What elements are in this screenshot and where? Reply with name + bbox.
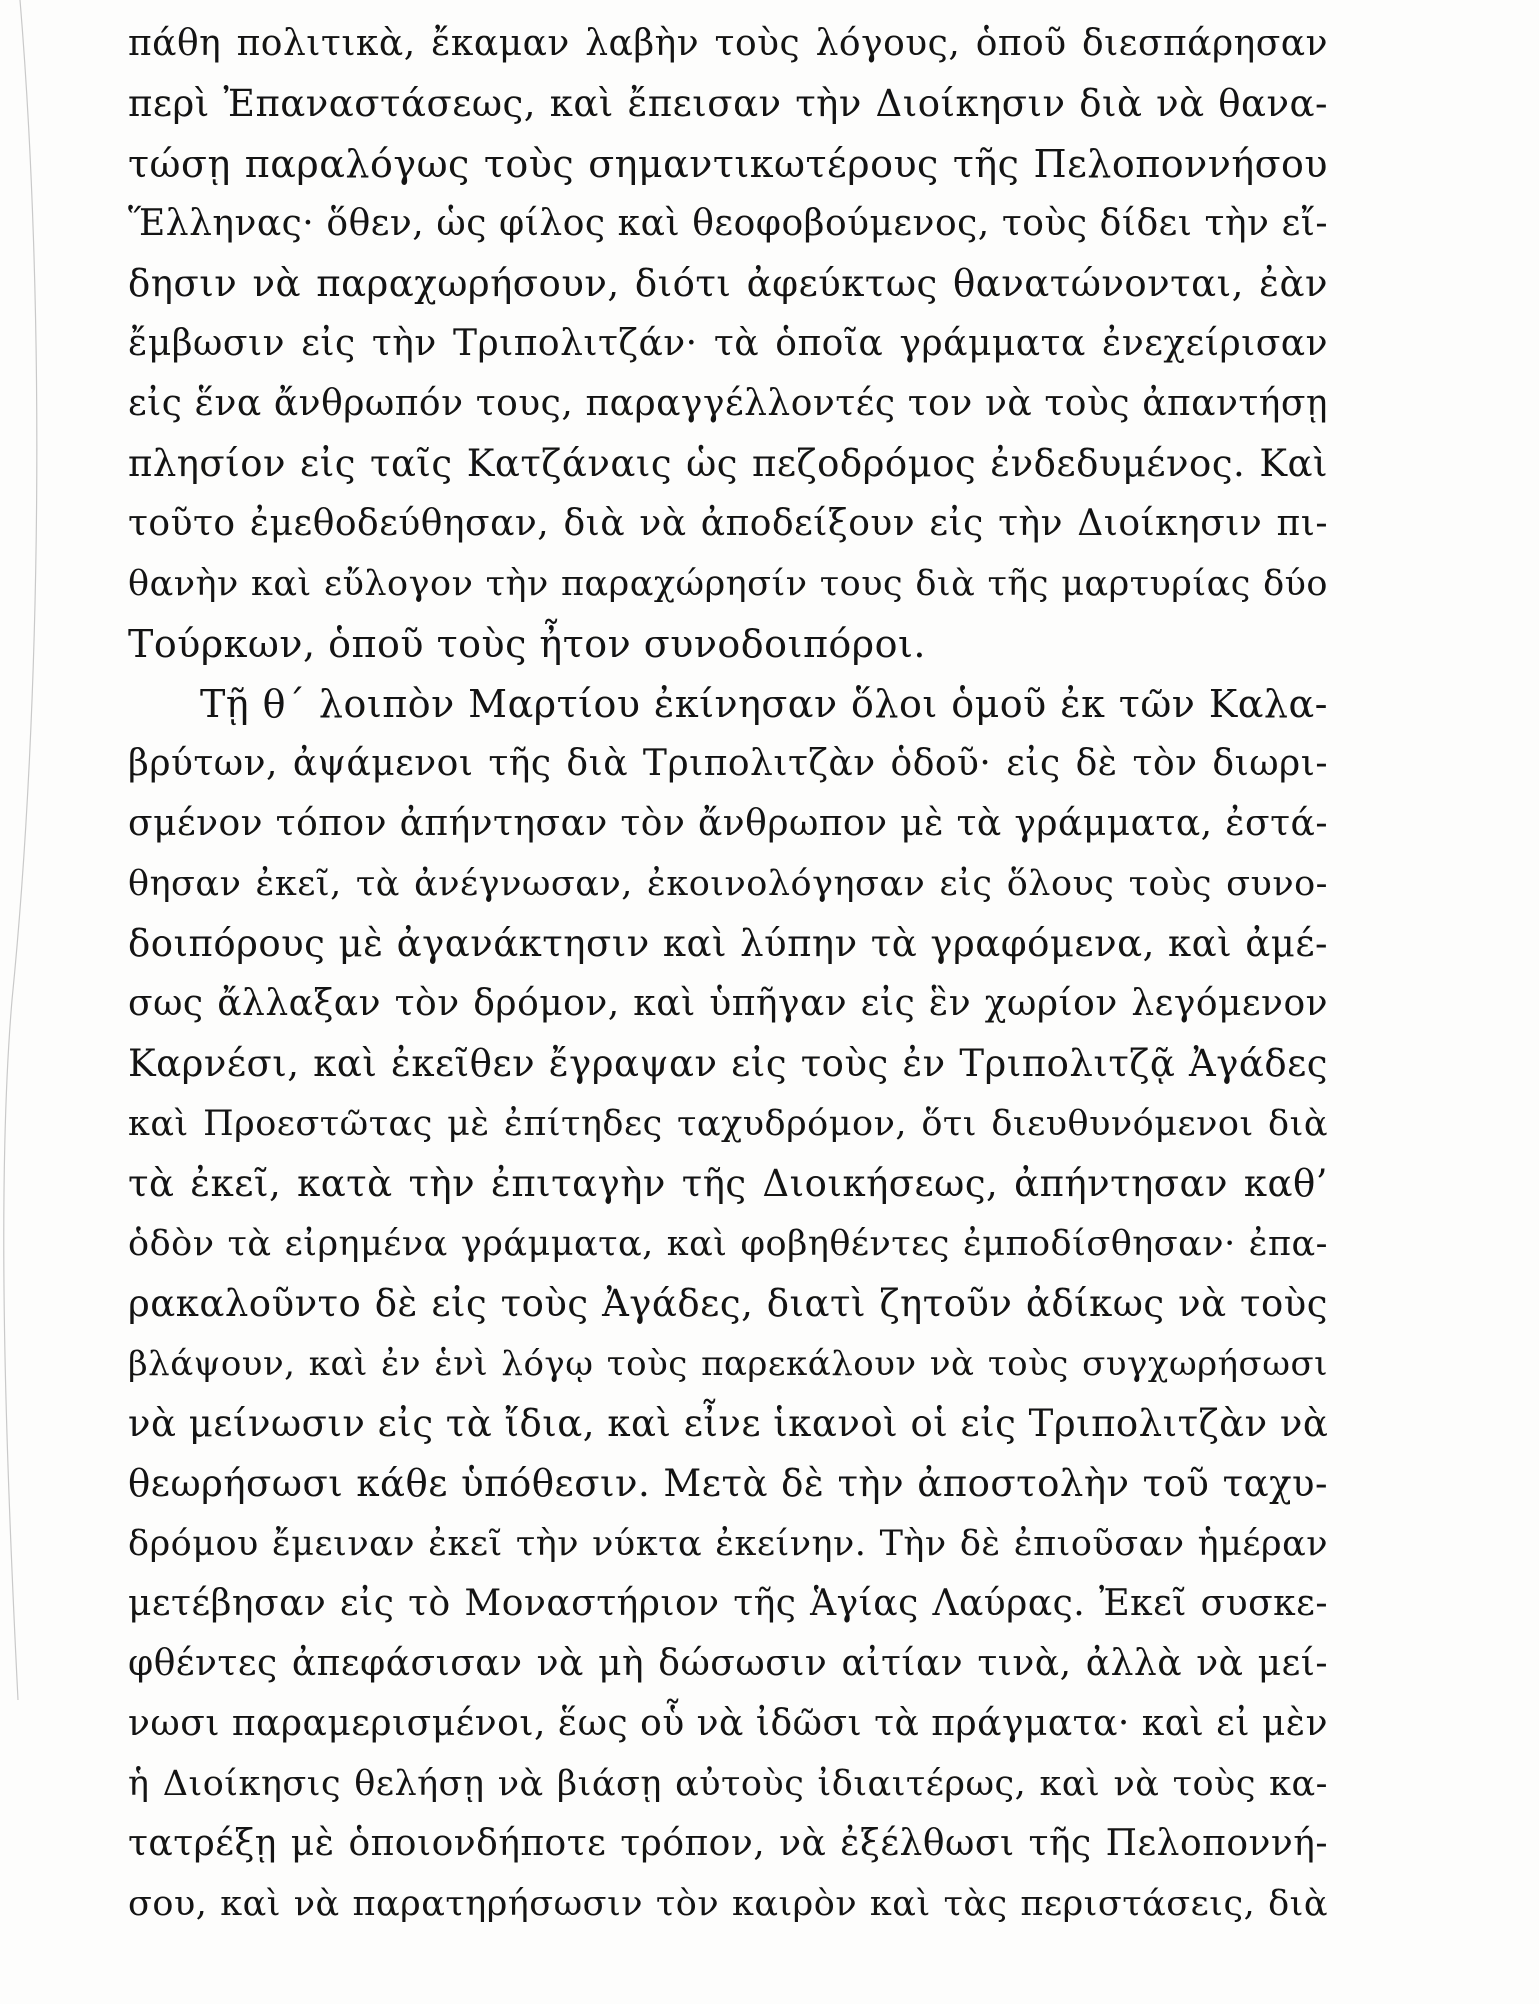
text-line: εἰς ἕνα ἄνθρωπόν τους, παραγγέλλοντές τον νὰ τοὺς ἀπαντήσῃ [128, 383, 1328, 424]
text-line: σου, καὶ νὰ παρατηρήσωσιν τὸν καιρὸν καὶ τὰς περιστάσεις, διὰ [128, 1884, 1328, 1924]
text-line: τώσῃ παραλόγως τοὺς σημαντικωτέρους τῆς Πελοποννήσου [128, 142, 1328, 186]
text-line: δρόμου ἔμειναν ἐκεῖ τὴν νύκτα ἐκείνην. Τὴν δὲ ἐπιοῦσαν ἡμέραν [128, 1524, 1328, 1564]
text-line: ρακαλοῦντο δὲ εἰς τοὺς Ἀγάδες, διατὶ ζητοῦν ἀδίκως νὰ τοὺς [128, 1282, 1328, 1325]
text-line: Τῇ θ΄ λοιπὸν Μαρτίου ἐκίνησαν ὅλοι ὁμοῦ ἐκ τῶν Καλα- [200, 682, 1328, 726]
text-line: βλάψουν, καὶ ἐν ἑνὶ λόγῳ τοὺς παρεκάλουν νὰ τοὺς συγχωρήσωσι [128, 1344, 1328, 1384]
text-line: σμένον τόπον ἀπήντησαν τὸν ἄνθρωπον μὲ τὰ γράμματα, ἐστά- [128, 803, 1328, 844]
text-line: θανὴν καὶ εὔλογον τὴν παραχώρησίν τους διὰ τῆς μαρτυρίας δύο [128, 564, 1328, 604]
document-text-block [128, 14, 1328, 1934]
text-line: Καρνέσι, καὶ ἐκεῖθεν ἔγραψαν εἰς τοὺς ἐν Τριπολιτζᾷ Ἀγάδες [128, 1042, 1328, 1085]
text-line: ὁδὸν τὰ εἰρημένα γράμματα, καὶ φοβηθέντες ἐμποδίσθησαν· ἐπα- [128, 1224, 1328, 1264]
text-line: νωσι παραμερισμένοι, ἕως οὗ νὰ ἰδῶσι τὰ πράγματα· καὶ εἰ μὲν [128, 1703, 1328, 1744]
text-line: περὶ Ἐπαναστάσεως, καὶ ἔπεισαν τὴν Διοίκησιν διὰ νὰ θανα- [128, 82, 1328, 125]
text-line: νὰ μείνωσιν εἰς τὰ ἴδια, καὶ εἶνε ἱκανοὶ οἱ εἰς Τριπολιτζὰν νὰ [128, 1402, 1329, 1445]
text-line: βρύτων, ἀψάμενοι τῆς διὰ Τριπολιτζὰν ὁδοῦ· εἰς δὲ τὸν διωρι- [128, 743, 1328, 784]
text-line: ἡ Διοίκησις θελήσῃ νὰ βιάσῃ αὐτοὺς ἰδιαιτέρως, καὶ νὰ τοὺς κα- [128, 1764, 1328, 1804]
text-line: Ἕλληνας· ὅθεν, ὡς φίλος καὶ θεοφοβούμενος, τοὺς δίδει τὴν εἴ- [128, 203, 1328, 244]
text-line: πάθη πολιτικὰ, ἔκαμαν λαβὴν τοὺς λόγους, ὁποῦ διεσπάρησαν [128, 23, 1328, 64]
text-line: Τούρκων, ὁποῦ τοὺς ἦτον συνοδοιπόροι. [128, 622, 927, 666]
text-line: θησαν ἐκεῖ, τὰ ἀνέγνωσαν, ἐκοινολόγησαν εἰς ὅλους τοὺς συνο- [128, 864, 1328, 904]
text-line: φθέντες ἀπεφάσισαν νὰ μὴ δώσωσιν αἰτίαν τινὰ, ἀλλὰ νὰ μεί- [128, 1643, 1328, 1684]
text-line: δησιν νὰ παραχωρήσουν, διότι ἀφεύκτως θανατώνονται, ἐὰν [128, 262, 1328, 305]
text-line: καὶ Προεστῶτας μὲ ἐπίτηδες ταχυδρόμον, ὅτι διευθυνόμενοι διὰ [128, 1104, 1328, 1144]
page-edge-curve [0, 0, 60, 2004]
text-line: δοιπόρους μὲ ἀγανάκτησιν καὶ λύπην τὰ γραφόμενα, καὶ ἀμέ- [128, 922, 1328, 965]
text-line: σως ἄλλαξαν τὸν δρόμον, καὶ ὑπῆγαν εἰς ἓν χωρίον λεγόμενον [128, 983, 1328, 1024]
text-line: τατρέξῃ μὲ ὁποιονδήποτε τρόπον, νὰ ἐξέλθωσι τῆς Πελοποννή- [128, 1823, 1328, 1864]
text-line: τὰ ἐκεῖ, κατὰ τὴν ἐπιταγὴν τῆς Διοικήσεως, ἀπήντησαν καθ’ [128, 1162, 1328, 1205]
text-line: θεωρήσωσι κάθε ὑπόθεσιν. Μετὰ δὲ τὴν ἀποστολὴν τοῦ ταχυ- [128, 1462, 1328, 1505]
text-line: μετέβησαν εἰς τὸ Μοναστήριον τῆς Ἁγίας Λαύρας. Ἐκεῖ συσκε- [128, 1583, 1328, 1624]
text-line: πλησίον εἰς ταῖς Κατζάναις ὡς πεζοδρόμος ἐνδεδυμένος. Καὶ [128, 442, 1328, 485]
text-line: ἔμβωσιν εἰς τὴν Τριπολιτζάν· τὰ ὁποῖα γράμματα ἐνεχείρισαν [128, 323, 1328, 364]
text-line: τοῦτο ἐμεθοδεύθησαν, διὰ νὰ ἀποδείξουν εἰς τὴν Διοίκησιν πι- [128, 503, 1328, 544]
